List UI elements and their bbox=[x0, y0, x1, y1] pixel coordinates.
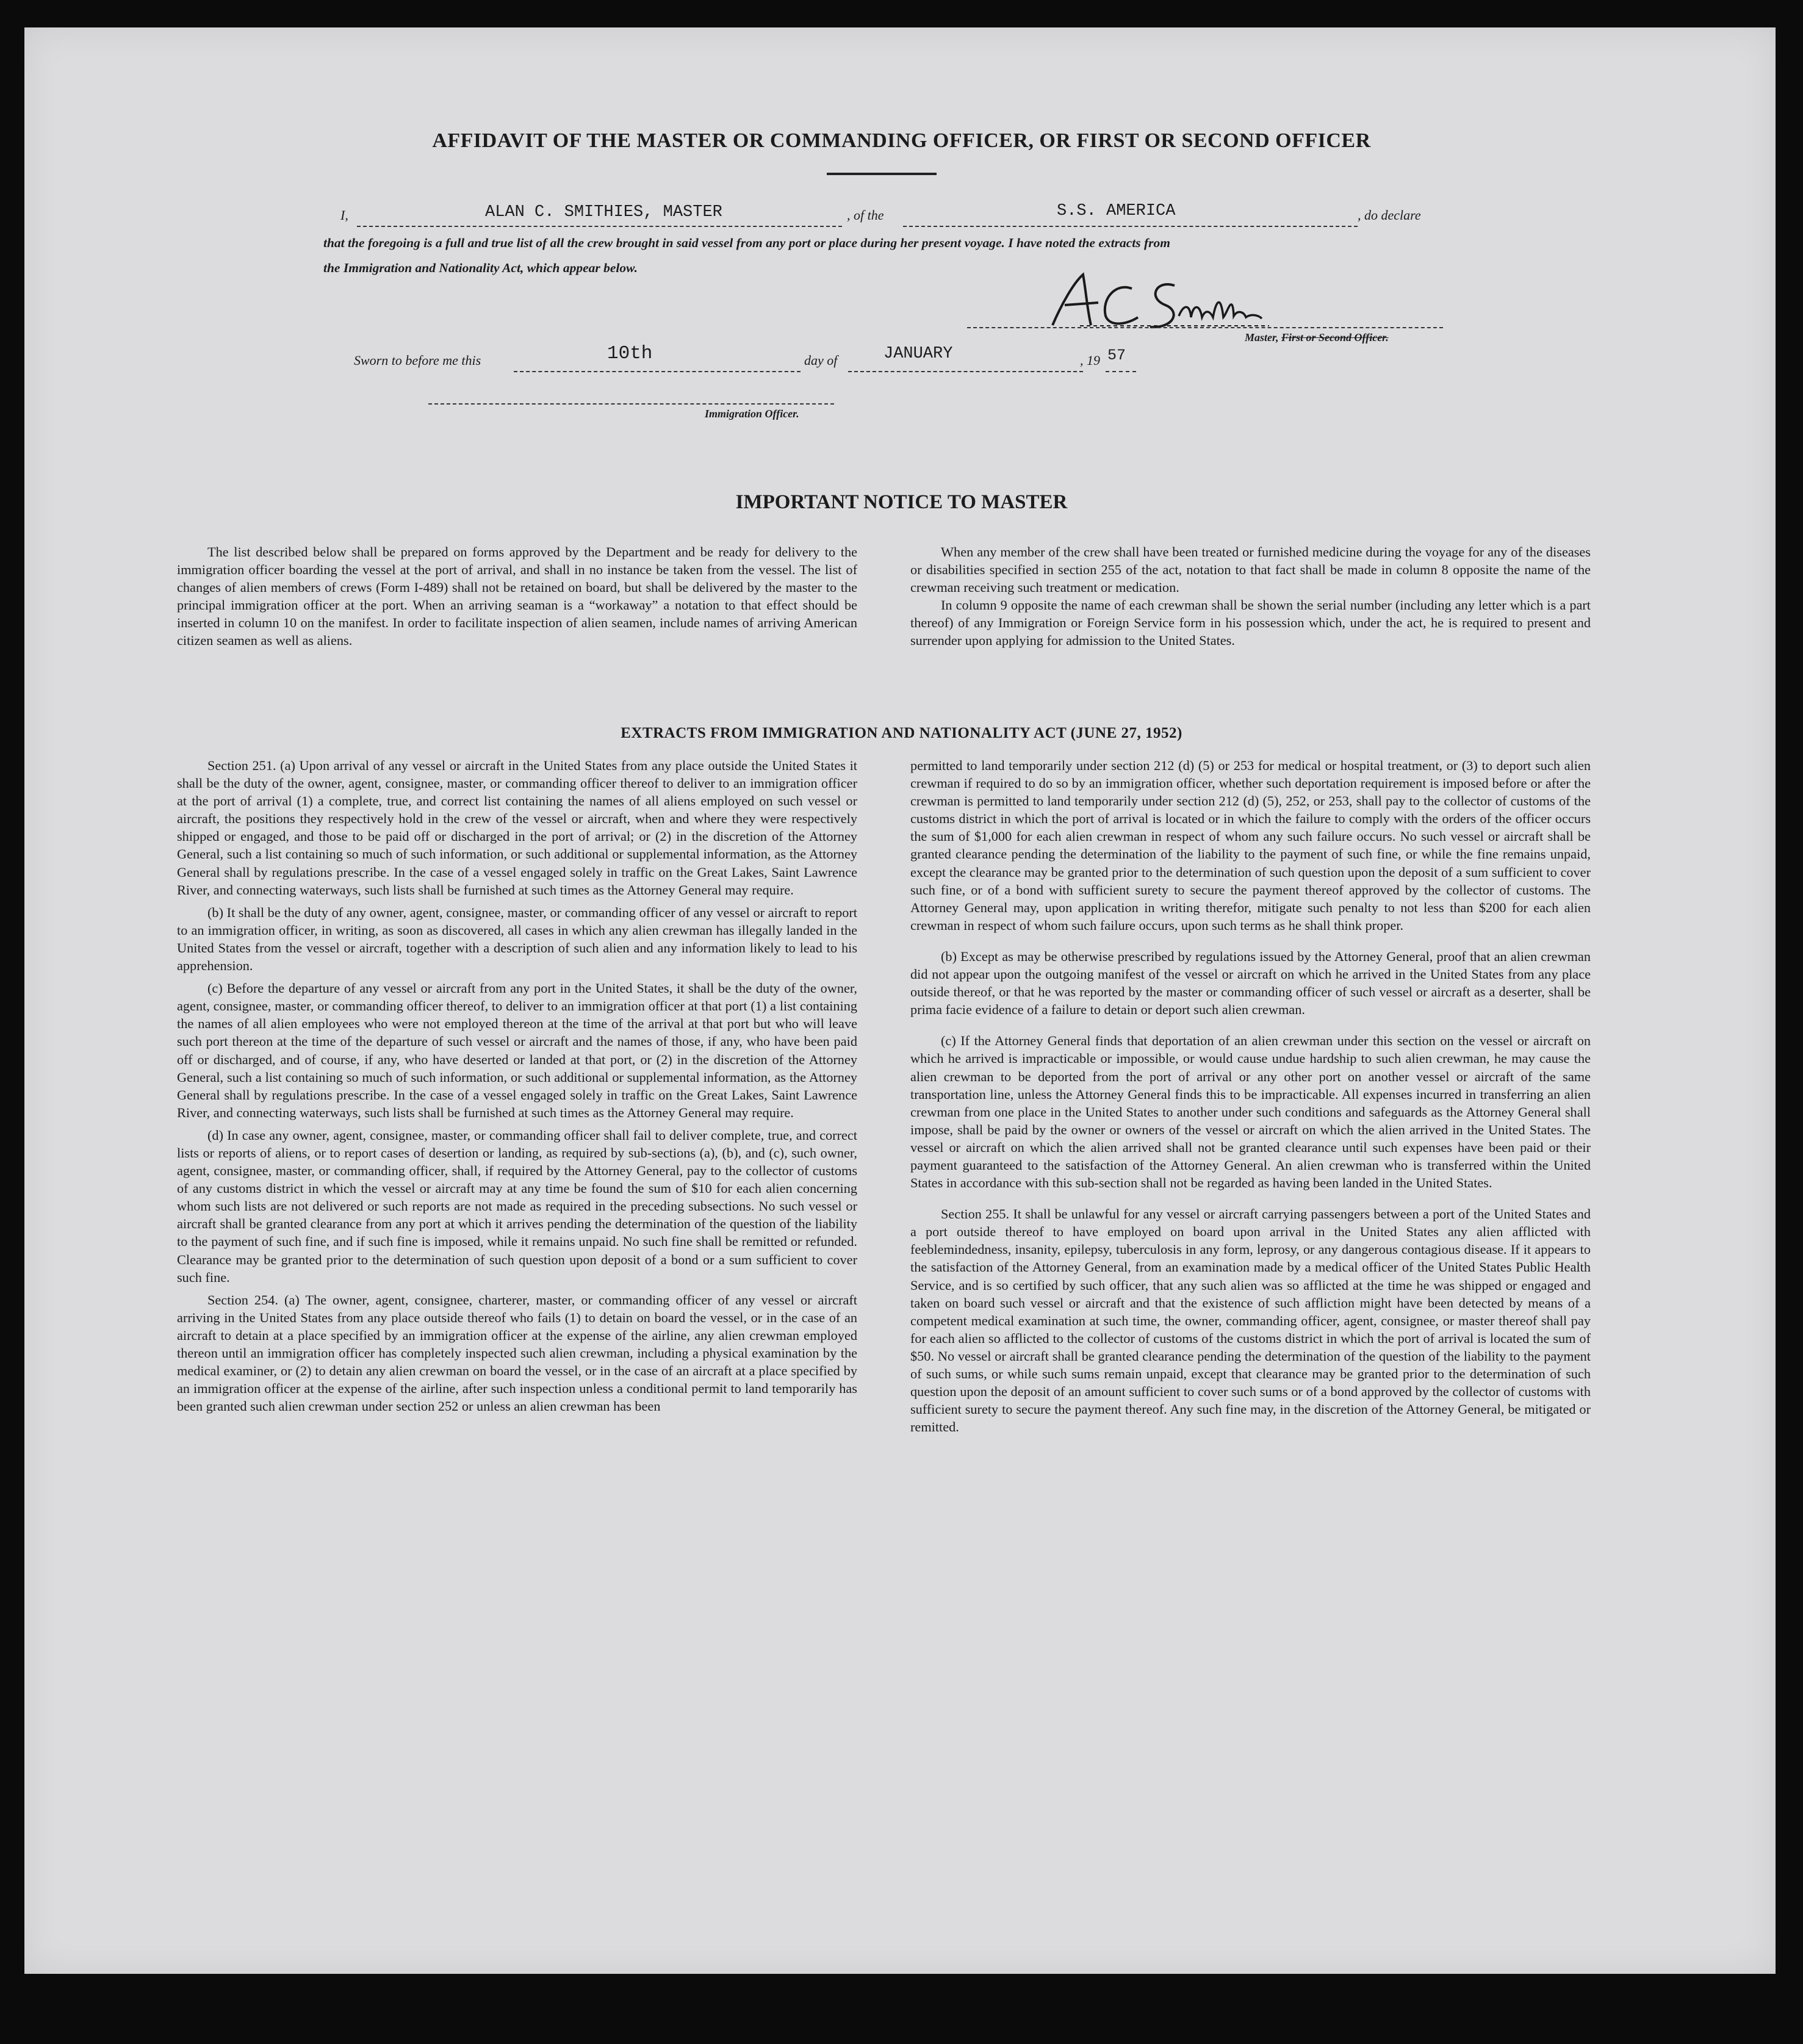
section-251-a: Section 251. (a) Upon arrival of any vessel or aircraft in the United States from any place outside the United States it shall be the duty of the owner, agent, consignee, master, or commanding officer thereof to deliver to an immigration officer at the port of arrival (1) a complete, true, and correct list containing the names of all aliens employed on such vessel or aircraft, the positions they respectively hold in the crew of the vessel or aircraft, when and where they were respectively shipped or engaged, and those to be paid off or discharged in the port of arrival; or (2) in the discretion of the Attorney General, such a list containing so much of such information, or such additional or supplemental information, as the Attorney General shall by regulations prescribe. In the case of a vessel engaged solely in traffic on the Great Lakes, Saint Lawrence River, and connecting waterways, such lists shall be furnished at such times as the Attorney General may require. bbox=[177, 758, 857, 898]
extracts-right-column bbox=[910, 757, 1591, 1441]
signature-label bbox=[1245, 331, 1389, 344]
section-251-d: (d) In case any owner, agent, consignee, master, or commanding officer shall fail to deliver complete, true, and correct lists or reports of aliens, or to report cases of desertion or landing, as required by sub-sections (a), (b), and (c), such owner, agent, consignee, master, or commanding officer, shall, if required by the Attorney General, pay to the collector of customs of any customs district in which the vessel or aircraft may at any time be found the sum of $10 for each alien concerning whom such lists are not delivered or such reports are not made as required in the preceding subsections. No such vessel or aircraft shall be granted clearance from any port at which it arrives pending the determination of the question of the liability to the payment of such fine, and if such fine is imposed, while it remains unpaid. No such fine shall be remitted or refunded. Clearance may be granted prior to the determination of such question upon deposit of a bond or a sum sufficient to cover such fine. bbox=[177, 1127, 857, 1285]
declaration-line-2: that the foregoing is a full and true list of all the crew brought in said vessel from any port or place during her present voyage. I have noted the extracts from bbox=[323, 236, 1170, 250]
sworn-day: 10th bbox=[607, 343, 653, 364]
immigration-officer-fill-line bbox=[428, 386, 834, 405]
notice-right-paragraph-2: In column 9 opposite the name of each crewman shall be shown the serial number (including any letter which is a part thereof) of any Immigration or Foreign Service form in his possession which, under the act, he is required to present and surrender upon applying for admission to the United States. bbox=[910, 597, 1591, 649]
section-251-c: (c) Before the departure of any vessel or aircraft from any port in the United States, it shall be the duty of the owner, agent, consignee, master, or commanding officer thereof, to deliver to an immigration officer at that port (1) a list containing the names of all alien employees who were not employed thereon at the time of the arrival at that port but who will leave such port thereon at the time of the departure of such vessel or aircraft and the names of those, if any, who have been paid off or discharged, and of course, if any, who have deserted or landed at that port, or (2) in the discretion of the Attorney General, such a list containing so much of such information, or such additional or supplemental information, as the Attorney General shall by regulations prescribe. In the case of a vessel engaged solely in traffic on the Great Lakes, Saint Lawrence River, and connecting waterways, such lists shall be furnished at such times as the Attorney General may require. bbox=[177, 981, 857, 1120]
section-251-b: (b) It shall be the duty of any owner, agent, consignee, master, or commanding officer of any vessel or aircraft to report to an immigration officer, in writing, as soon as discovered, all cases in which any alien crewman has illegally landed in the United States from the vessel or aircraft, together with a description of such alien and any information likely to lead to his apprehension. bbox=[177, 904, 857, 974]
vessel-name: S.S. AMERICA bbox=[1057, 202, 1176, 220]
signature-label-master: Master, bbox=[1245, 331, 1282, 344]
notice-heading: IMPORTANT NOTICE TO MASTER bbox=[735, 491, 1068, 513]
declaration-i-label: I, bbox=[340, 207, 348, 223]
section-254-a-continued: permitted to land temporarily under section 212 (d) (5) or 253 for medical or hospital treatment, or (3) to deport such alien crewman if required to do so by an immigration officer, whether such deportation requirement is imposed before or after the crewman is permitted to land temporarily under section 212 (d) (5), 252, or 253, shall pay to the collector of customs of the customs district in which the port of arrival is located or in which the failure to comply with the orders of the officer occurs the sum of $1,000 for each alien crewman in respect of whom any such failure occurs. No such vessel or aircraft shall be granted clearance pending the determination of the liability to the payment of such fine, or while the fine remains unpaid, except the clearance may be granted prior to the determination of such question upon the deposit of a sum sufficient to cover such fine, or of a bond with sufficient surety to secure the payment thereof approved by the collector of customs. The Attorney General may, upon application in writing therefor, mitigate such penalty to not less than $200 for each alien crewman in respect of whom such failure occurs, upon such terms as he shall think proper. bbox=[910, 758, 1591, 933]
notice-left-column bbox=[177, 543, 857, 655]
master-name: ALAN C. SMITHIES, MASTER bbox=[485, 203, 722, 221]
section-254-b: (b) Except as may be otherwise prescribed by regulations issued by the Attorney General, proof that an alien crewman did not appear upon the outgoing manifest of the vessel or aircraft on which he arrived in the United States from any place outside thereof, or that he was reported by the master or commanding officer of such vessel or aircraft as a deserter, shall be prima facie evidence of a failure to detain or deport such alien crewman. bbox=[910, 948, 1591, 1018]
declaration-of-the: , of the bbox=[847, 207, 884, 223]
sworn-label: Sworn to before me this bbox=[354, 353, 481, 368]
signature-fill-line bbox=[967, 310, 1443, 328]
sworn-month: JANUARY bbox=[884, 345, 953, 363]
document-title: AFFIDAVIT OF THE MASTER OR COMMANDING OFFICER, OR FIRST OR SECOND OFFICER bbox=[432, 129, 1371, 152]
notice-right-paragraph-1: When any member of the crew shall have been treated or furnished medicine during the voyage for any of the diseases or disabilities specified in section 255 of the act, notation to that fact shall be made in column 8 opposite the name of the crewman receiving such treatment or medication. bbox=[910, 544, 1591, 596]
sworn-day-of: day of bbox=[804, 353, 838, 368]
notice-left-paragraph: The list described below shall be prepared on forms approved by the Department and be ready for delivery to the immigration officer boarding the vessel at the port of arrival, and shall in no instance be taken from the vessel. The list of changes of alien members of crews (Form I-489) shall not be retained on board, but shall be delivered by the master to the principal immigration officer at the port. When an arriving seaman is a “workaway” a notation to that effect should be inserted in column 10 on the manifest. In order to facilitate inspection of alien seamen, include names of arriving American citizen seamen as well as aliens. bbox=[177, 544, 857, 649]
section-254-a: Section 254. (a) The owner, agent, consignee, charterer, master, or commanding officer of any vessel or aircraft arriving in the United States from any place outside thereof who fails (1) to detain on board the vessel, or in the case of an aircraft to detain at a place specified by an immigration officer at the expense of the airline, any alien crewman employed thereon until an immigration officer has completely inspected such alien crewman, including a physical examination by the medical examiner, or (2) to detain any alien crewman on board the vessel, or in the case of an aircraft at a place specified by an immigration officer at the expense of the airline, after such inspection unless a conditional permit to land temporarily has been granted such alien crewman under section 252 or unless an alien crewman has been bbox=[177, 1292, 857, 1414]
signature-label-struck: First or Second Officer. bbox=[1281, 331, 1389, 344]
extracts-heading: EXTRACTS FROM IMMIGRATION AND NATIONALITY ACT (JUNE 27, 1952) bbox=[621, 725, 1182, 741]
section-254-c: (c) If the Attorney General finds that deportation of an alien crewman under this section on the vessel or aircraft on which he arrived is impracticable or impossible, or would cause undue hardship to such alien crewman, he may cause the alien crewman to be deported from the port of arrival or any other port on another vessel or aircraft of the same transportation line, unless the Attorney General finds this to be impracticable. All expenses incurred in transferring an alien crewman from one place in the United States to another under such conditions and safeguards as the Attorney General shall impose, shall be paid by the owner or owners of the vessel or aircraft on which the alien arrived in the United States. The vessel or aircraft on which the alien arrived shall not be granted clearance until such expenses have been paid or their payment guaranteed to the satisfaction of the Attorney General. An alien crewman who is transferred within the United States in accordance with this sub-section shall not be regarded as having been landed in the United States. bbox=[910, 1033, 1591, 1191]
immigration-officer-label: Immigration Officer. bbox=[705, 408, 799, 420]
declaration-do-declare: , do declare bbox=[1358, 207, 1421, 223]
extracts-left-column bbox=[177, 757, 857, 1420]
declaration-line-3: the Immigration and Nationality Act, which appear below. bbox=[323, 261, 638, 275]
sworn-year-prefix: , 19 bbox=[1080, 353, 1100, 368]
sworn-year: 57 bbox=[1107, 347, 1126, 364]
sworn-day-fill-line bbox=[514, 354, 801, 372]
title-rule bbox=[827, 173, 937, 175]
notice-right-column bbox=[910, 543, 1591, 655]
section-255: Section 255. It shall be unlawful for any vessel or aircraft carrying passengers between a port of the United States and a port outside thereof to have employed on board upon arrival in the United States any alien afflicted with feeblemindedness, insanity, epilepsy, tuberculosis in any form, leprosy, or any dangerous contagious disease. If it appears to the satisfaction of the Attorney General, from an examination made by a medical officer of the United States Public Health Service, and is so certified by such officer, that any such alien was so afflicted at the time he was shipped or engaged and taken on board such vessel or aircraft and that the existence of such affliction might have been detected by means of a competent medical examination at such time, the owner, commanding officer, agent, consignee, or master thereof shall pay for each alien so afflicted to the collector of customs of the customs district in which the port of arrival is located the sum of $50. No vessel or aircraft shall be granted clearance pending the determination of the question of the liability to the payment of such sums, or while such sums remain unpaid, except that clearance may be granted prior to the determination of such question upon the deposit of an amount sufficient to cover such sums or of a bond approved by the collector of customs with sufficient surety to secure the payment thereof. Any such fine may, in the discretion of the Attorney General, be mitigated or remitted. bbox=[910, 1206, 1591, 1435]
